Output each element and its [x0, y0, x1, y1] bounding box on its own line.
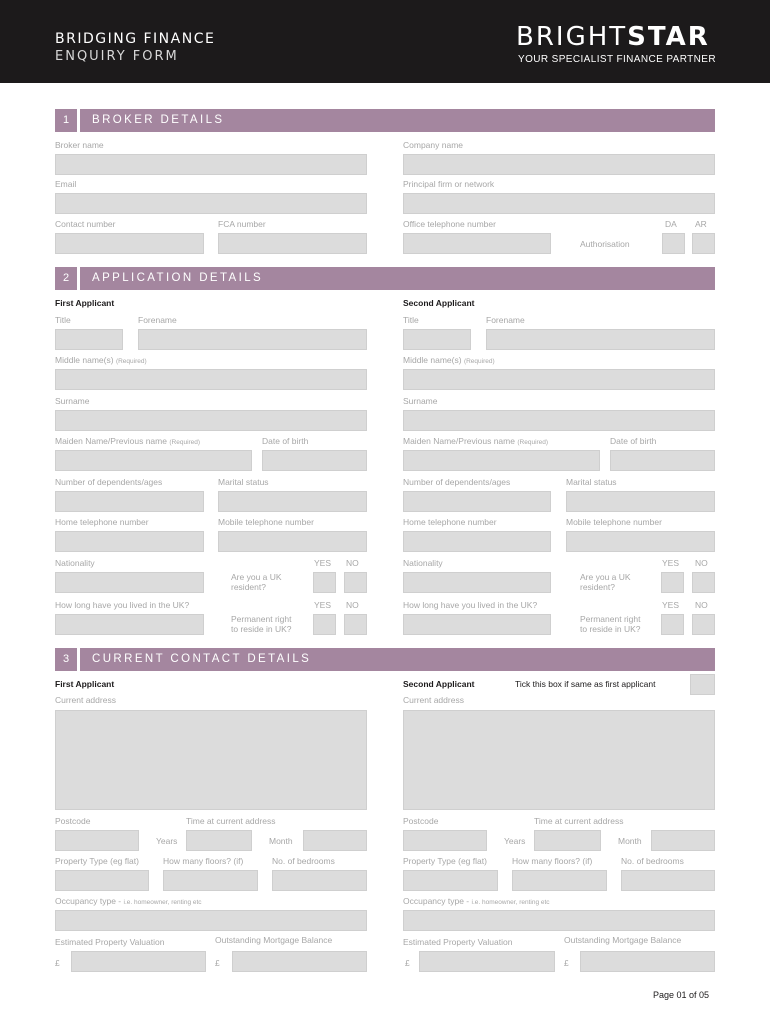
second-bedrooms-field[interactable]	[621, 870, 715, 891]
ar-checkbox[interactable]	[692, 233, 715, 254]
occupancy-label: Occupancy type - i.e. homeowner, renting etc	[403, 896, 550, 906]
same-as-first-checkbox[interactable]	[690, 674, 715, 695]
first-month-field[interactable]	[303, 830, 367, 851]
currency-symbol: £	[55, 958, 60, 968]
marital-status-label: Marital status	[218, 477, 269, 487]
middle-names-label: Middle name(s) (Required)	[403, 355, 495, 365]
nationality-label: Nationality	[55, 558, 95, 568]
second-floors-field[interactable]	[512, 870, 607, 891]
section-title: APPLICATION DETAILS	[92, 272, 264, 284]
second-forename-field[interactable]	[486, 329, 715, 350]
page-header	[0, 0, 770, 83]
first-uk-resident-yes-checkbox[interactable]	[313, 572, 336, 593]
valuation-label: Estimated Property Valuation	[55, 937, 165, 947]
second-surname-field[interactable]	[403, 410, 715, 431]
second-middle-names-field[interactable]	[403, 369, 715, 390]
how-long-label: How long have you lived in the UK?	[55, 600, 190, 610]
yes-label: YES	[662, 558, 680, 568]
first-dependents-field[interactable]	[55, 491, 204, 512]
title-label: Title	[55, 315, 71, 325]
second-address-field[interactable]	[403, 710, 715, 810]
maiden-name-label: Maiden Name/Previous name (Required)	[55, 436, 201, 446]
second-applicant-heading: Second Applicant	[403, 298, 475, 308]
valuation-label: Estimated Property Valuation	[403, 937, 513, 947]
ar-label: AR	[695, 219, 707, 229]
uk-resident-label-2: resident?	[580, 582, 615, 592]
second-title-field[interactable]	[403, 329, 471, 350]
brightstar-logo: BRIGHTSTAR	[516, 22, 710, 52]
postcode-label: Postcode	[403, 816, 439, 826]
second-valuation-field[interactable]	[419, 951, 555, 972]
surname-label: Surname	[55, 396, 90, 406]
floors-label: How many floors? (if)	[512, 856, 593, 866]
permanent-right-label-2: to reside in UK?	[231, 624, 292, 634]
section-title: BROKER DETAILS	[92, 114, 225, 126]
no-label: NO	[346, 600, 359, 610]
yes-label: YES	[662, 600, 680, 610]
first-applicant-heading: First Applicant	[55, 679, 115, 689]
middle-names-label: Middle name(s) (Required)	[55, 355, 147, 365]
postcode-label: Postcode	[55, 816, 91, 826]
first-forename-field[interactable]	[138, 329, 367, 350]
email-label: Email	[55, 179, 77, 189]
first-postcode-field[interactable]	[55, 830, 139, 851]
occupancy-label: Occupancy type - i.e. homeowner, renting etc	[55, 896, 202, 906]
company-name-label: Company name	[403, 140, 464, 150]
currency-symbol: £	[564, 958, 569, 968]
first-permanent-no-checkbox[interactable]	[344, 614, 367, 635]
home-tel-label: Home telephone number	[403, 517, 497, 527]
section-number: 1	[55, 109, 77, 132]
company-name-field[interactable]	[403, 154, 715, 175]
page-number: Page 01 of 05	[653, 990, 710, 1000]
first-floors-field[interactable]	[163, 870, 258, 891]
forename-label: Forename	[138, 315, 177, 325]
authorisation-label: Authorisation	[580, 239, 630, 249]
permanent-right-label: Permanent right	[580, 614, 641, 624]
first-mobile-tel-field[interactable]	[218, 531, 367, 552]
first-marital-field[interactable]	[218, 491, 367, 512]
permanent-right-label: Permanent right	[231, 614, 292, 624]
second-nationality-field[interactable]	[403, 572, 551, 593]
fca-number-field[interactable]	[218, 233, 367, 254]
first-middle-names-field[interactable]	[55, 369, 367, 390]
bedrooms-label: No. of bedrooms	[272, 856, 335, 866]
no-label: NO	[346, 558, 359, 568]
dependents-label: Number of dependents/ages	[55, 477, 163, 487]
dob-label: Date of birth	[610, 436, 657, 446]
section-header-application	[80, 267, 715, 290]
broker-name-label: Broker name	[55, 140, 104, 150]
currency-symbol: £	[215, 958, 220, 968]
second-permanent-no-checkbox[interactable]	[692, 614, 715, 635]
mobile-tel-label: Mobile telephone number	[218, 517, 314, 527]
section-number: 2	[55, 267, 77, 290]
yes-label: YES	[314, 558, 332, 568]
permanent-right-label-2: to reside in UK?	[580, 624, 641, 634]
uk-resident-label: Are you a UK	[231, 572, 282, 582]
section-number: 3	[55, 648, 77, 671]
second-mobile-tel-field[interactable]	[566, 531, 715, 552]
first-uk-resident-no-checkbox[interactable]	[344, 572, 367, 593]
second-uk-resident-yes-checkbox[interactable]	[661, 572, 684, 593]
currency-symbol: £	[405, 958, 410, 968]
first-surname-field[interactable]	[55, 410, 367, 431]
bedrooms-label: No. of bedrooms	[621, 856, 684, 866]
how-long-label: How long have you lived in the UK?	[403, 600, 538, 610]
dob-label: Date of birth	[262, 436, 309, 446]
brand-tagline: YOUR SPECIALIST FINANCE PARTNER	[518, 54, 716, 65]
second-years-field[interactable]	[534, 830, 601, 851]
second-home-tel-field[interactable]	[403, 531, 551, 552]
first-dob-field[interactable]	[262, 450, 367, 471]
home-tel-label: Home telephone number	[55, 517, 149, 527]
first-how-long-field[interactable]	[55, 614, 204, 635]
broker-name-field[interactable]	[55, 154, 367, 175]
first-home-tel-field[interactable]	[55, 531, 204, 552]
no-label: NO	[695, 558, 708, 568]
first-bedrooms-field[interactable]	[272, 870, 367, 891]
second-postcode-field[interactable]	[403, 830, 487, 851]
marital-status-label: Marital status	[566, 477, 617, 487]
nationality-label: Nationality	[403, 558, 443, 568]
second-dob-field[interactable]	[610, 450, 715, 471]
office-tel-label: Office telephone number	[403, 219, 496, 229]
current-address-label: Current address	[403, 695, 464, 705]
years-label: Years	[504, 836, 526, 846]
maiden-name-label: Maiden Name/Previous name (Required)	[403, 436, 549, 446]
first-occupancy-field[interactable]	[55, 910, 367, 931]
section-header-contact	[80, 648, 715, 671]
first-valuation-field[interactable]	[71, 951, 206, 972]
forename-label: Forename	[486, 315, 525, 325]
section-header-broker	[80, 109, 715, 132]
contact-number-label: Contact number	[55, 219, 116, 229]
second-month-field[interactable]	[651, 830, 715, 851]
first-mortgage-field[interactable]	[232, 951, 367, 972]
fca-number-label: FCA number	[218, 219, 266, 229]
first-nationality-field[interactable]	[55, 572, 204, 593]
title-label: Title	[403, 315, 419, 325]
second-marital-field[interactable]	[566, 491, 715, 512]
mortgage-label: Outstanding Mortgage Balance	[564, 935, 682, 945]
month-label: Month	[269, 836, 293, 846]
yes-label: YES	[314, 600, 332, 610]
property-type-label: Property Type (eg flat)	[403, 856, 487, 866]
mortgage-label: Outstanding Mortgage Balance	[215, 935, 333, 945]
email-field[interactable]	[55, 193, 367, 214]
same-as-first-label: Tick this box if same as first applicant	[515, 679, 656, 689]
second-how-long-field[interactable]	[403, 614, 551, 635]
second-uk-resident-no-checkbox[interactable]	[692, 572, 715, 593]
first-years-field[interactable]	[186, 830, 252, 851]
surname-label: Surname	[403, 396, 438, 406]
mobile-tel-label: Mobile telephone number	[566, 517, 662, 527]
office-tel-field[interactable]	[403, 233, 551, 254]
time-at-address-label: Time at current address	[186, 816, 276, 826]
floors-label: How many floors? (if)	[163, 856, 244, 866]
first-property-type-field[interactable]	[55, 870, 149, 891]
second-dependents-field[interactable]	[403, 491, 551, 512]
uk-resident-label-2: resident?	[231, 582, 266, 592]
second-applicant-heading: Second Applicant	[403, 679, 475, 689]
first-applicant-heading: First Applicant	[55, 298, 115, 308]
first-permanent-yes-checkbox[interactable]	[313, 614, 336, 635]
uk-resident-label: Are you a UK	[580, 572, 631, 582]
time-at-address-label: Time at current address	[534, 816, 624, 826]
da-checkbox[interactable]	[662, 233, 685, 254]
principal-field[interactable]	[403, 193, 715, 214]
second-property-type-field[interactable]	[403, 870, 498, 891]
principal-label: Principal firm or network	[403, 179, 495, 189]
property-type-label: Property Type (eg flat)	[55, 856, 139, 866]
form-subtitle: ENQUIRY FORM	[55, 49, 179, 64]
no-label: NO	[695, 600, 708, 610]
form-title: BRIDGING FINANCE	[55, 31, 216, 47]
da-label: DA	[665, 219, 677, 229]
first-maiden-name-field[interactable]	[55, 450, 252, 471]
years-label: Years	[156, 836, 178, 846]
dependents-label: Number of dependents/ages	[403, 477, 511, 487]
section-title: CURRENT CONTACT DETAILS	[92, 653, 312, 665]
first-address-field[interactable]	[55, 710, 367, 810]
second-mortgage-field[interactable]	[580, 951, 715, 972]
second-permanent-yes-checkbox[interactable]	[661, 614, 684, 635]
second-occupancy-field[interactable]	[403, 910, 715, 931]
first-title-field[interactable]	[55, 329, 123, 350]
contact-number-field[interactable]	[55, 233, 204, 254]
month-label: Month	[618, 836, 642, 846]
second-maiden-name-field[interactable]	[403, 450, 600, 471]
current-address-label: Current address	[55, 695, 116, 705]
